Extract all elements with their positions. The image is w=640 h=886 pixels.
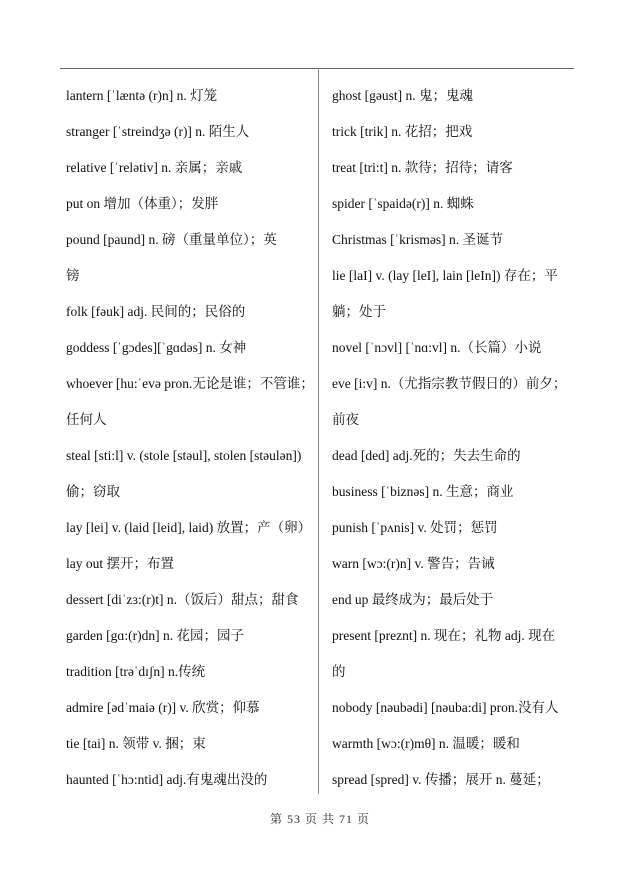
- vocab-line: dead [ded] adj.死的；失去生命的: [332, 448, 521, 463]
- vocab-line: business [ˈbiznəs] n. 生意；商业: [332, 484, 514, 499]
- left-column: [66, 78, 318, 798]
- vocab-line: tradition [trəˈdɪʃn] n.传统: [66, 664, 206, 679]
- vocab-line: relative [ˈrelətiv] n. 亲属；亲戚: [66, 160, 243, 175]
- vocab-line: end up 最终成为；最后处于: [332, 592, 494, 607]
- vocab-line: spread [spred] v. 传播；展开 n. 蔓延；: [332, 772, 550, 787]
- vocab-line: lie [laI] v. (lay [leI], lain [leIn]) 存在；平: [332, 268, 558, 283]
- vocab-line: warmth [wɔ:(r)mθ] n. 温暖；暖和: [332, 736, 520, 751]
- vocab-line: admire [ədˈmaiə (r)] v. 欣赏；仰慕: [66, 700, 260, 715]
- vocab-line: garden [gɑ:(r)dn] n. 花园；园子: [66, 628, 245, 643]
- vocab-line: steal [sti:l] v. (stole [stəul], stolen [stəulən]): [66, 448, 302, 463]
- vocab-line: pound [paund] n. 磅（重量单位）；英: [66, 232, 277, 247]
- vocab-line: punish [ˈpʌnis] v. 处罚；惩罚: [332, 520, 498, 535]
- vocab-line: 前夜: [332, 412, 359, 427]
- column-divider: [318, 68, 319, 794]
- vocab-line: warn [wɔ:(r)n] v. 警告；告诫: [332, 556, 495, 571]
- vocab-line: nobody [nəubədi] [nəuba:di] pron.没有人: [332, 700, 559, 715]
- vocab-line: tie [tai] n. 领带 v. 捆；束: [66, 736, 206, 751]
- vocab-line: eve [i:v] n.（尤指宗教节假日的）前夕；: [332, 376, 567, 391]
- right-column: [332, 78, 584, 798]
- vocab-line: folk [fəuk] adj. 民间的；民俗的: [66, 304, 246, 319]
- vocab-line: goddess [ˈgɔdes][ˈgɑdəs] n. 女神: [66, 340, 247, 355]
- vocab-line: 任何人: [66, 412, 107, 427]
- vocab-line: lantern [ˈlæntə (r)n] n. 灯笼: [66, 88, 218, 103]
- vocab-line: trick [trik] n. 花招；把戏: [332, 124, 473, 139]
- vocab-line: spider [ˈspaidə(r)] n. 蜘蛛: [332, 196, 474, 211]
- vocab-line: lay [lei] v. (laid [leid], laid) 放置；产（卵）: [66, 520, 312, 535]
- vocab-line: 镑: [66, 268, 80, 283]
- vocab-line: whoever [hu:ˈevə pron.无论是谁；不管谁；: [66, 376, 314, 391]
- vocab-line: 躺；处于: [332, 304, 386, 319]
- page-number-footer: 第 53 页 共 71 页: [269, 812, 370, 826]
- vocab-line: novel [ˈnɔvl] [ˈnɑ:vl] n.（长篇）小说: [332, 340, 542, 355]
- vocab-line: 偷；窃取: [66, 484, 120, 499]
- vocab-line: present [preznt] n. 现在；礼物 adj. 现在: [332, 628, 556, 643]
- vocab-line: ghost [gəust] n. 鬼；鬼魂: [332, 88, 473, 103]
- top-rule: [60, 68, 574, 69]
- document-page: [60, 68, 574, 794]
- vocab-line: dessert [diˈzɜ:(r)t] n.（饭后）甜点；甜食: [66, 592, 299, 607]
- vocab-line: lay out 摆开；布置: [66, 556, 174, 571]
- vocab-line: treat [tri:t] n. 款待；招待；请客: [332, 160, 513, 175]
- vocab-line: Christmas [ˈkrisməs] n. 圣诞节: [332, 232, 503, 247]
- vocab-line: stranger [ˈstreindʒə (r)] n. 陌生人: [66, 124, 250, 139]
- vocab-line: 的: [332, 664, 346, 679]
- vocab-line: put on 增加（体重）；发胖: [66, 196, 219, 211]
- vocab-line: haunted [ˈhɔ:ntid] adj.有鬼魂出没的: [66, 772, 268, 787]
